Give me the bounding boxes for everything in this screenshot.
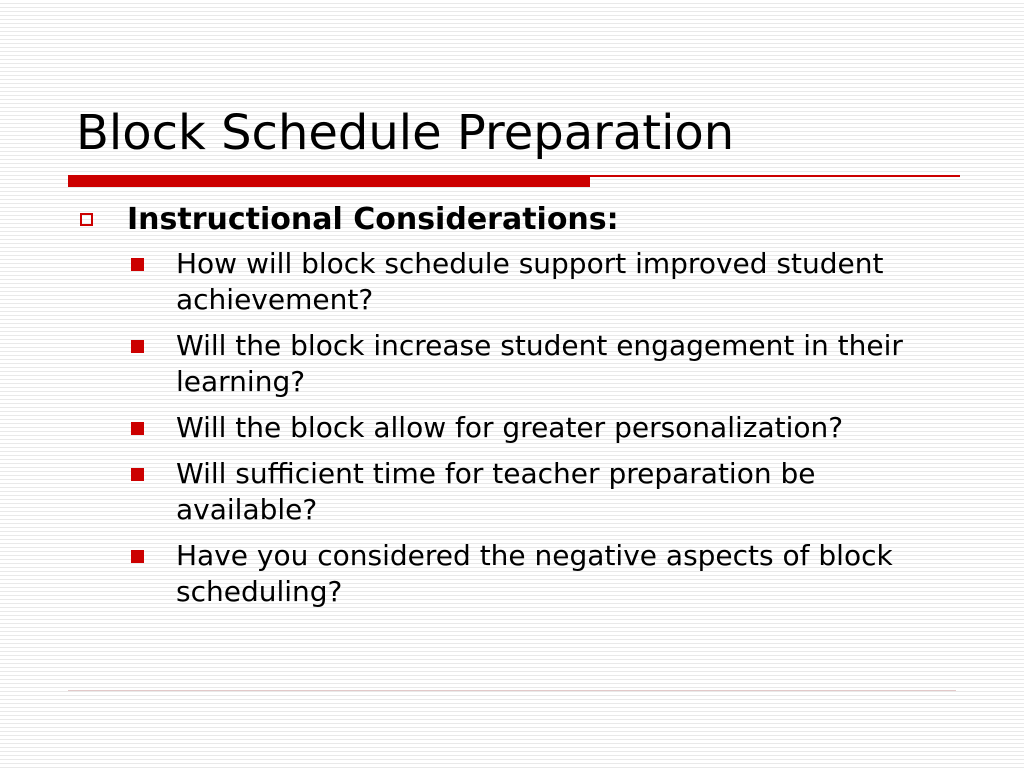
solid-square-bullet-icon — [131, 258, 144, 271]
sub-bullet-text: Will the block increase student engagement in their learning? — [176, 329, 903, 398]
sub-bullet-text: Will sufficient time for teacher preparation be available? — [176, 457, 816, 526]
solid-square-bullet-icon — [131, 468, 144, 481]
hollow-square-bullet-icon — [80, 213, 93, 226]
bullet-heading-text: Instructional Considerations: — [127, 202, 619, 237]
solid-square-bullet-icon — [131, 340, 144, 353]
solid-square-bullet-icon — [131, 422, 144, 435]
title-underline-thick — [68, 175, 590, 187]
sub-bullet-item — [76, 456, 956, 528]
slide-body — [76, 200, 976, 620]
sub-bullet-list — [76, 246, 976, 610]
bullet-heading — [76, 200, 976, 240]
sub-bullet-text: Have you considered the negative aspects of block scheduling? — [176, 539, 893, 608]
sub-bullet-item — [76, 538, 956, 610]
title-underline-thin — [590, 175, 960, 177]
slide-title: Block Schedule Preparation — [76, 105, 735, 161]
sub-bullet-item — [76, 246, 956, 318]
sub-bullet-item — [76, 410, 956, 446]
footer-divider — [68, 690, 956, 691]
solid-square-bullet-icon — [131, 550, 144, 563]
sub-bullet-item — [76, 328, 956, 400]
sub-bullet-text: Will the block allow for greater personalization? — [176, 411, 844, 444]
sub-bullet-text: How will block schedule support improved student achievement? — [176, 247, 884, 316]
